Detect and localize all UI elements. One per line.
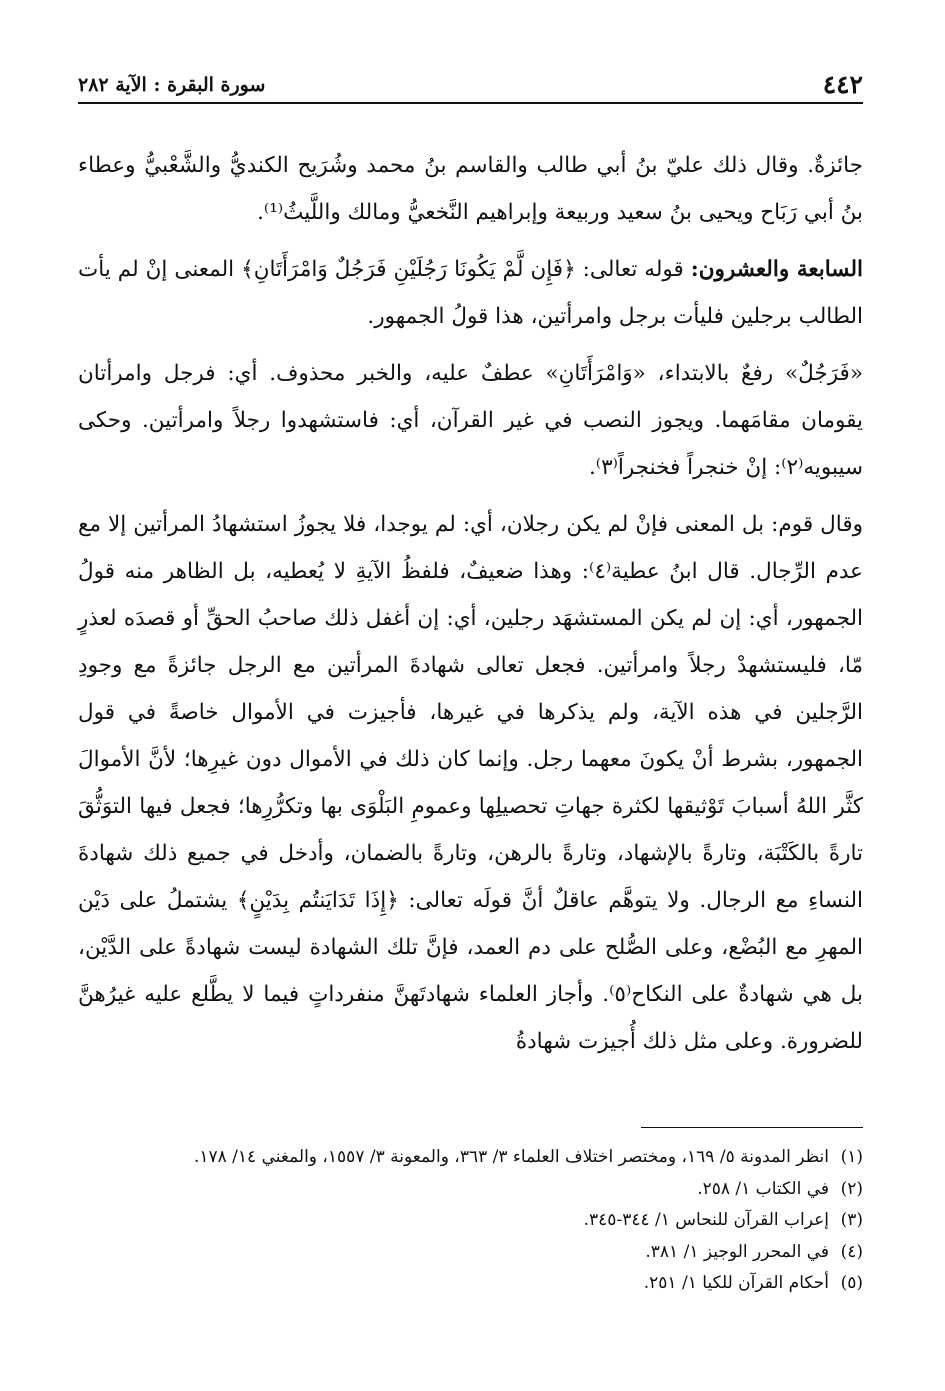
paragraph-4: وقال قوم: بل المعنى فإنْ لم يكن رجلان، أي: لم يوجدا، فلا يجوزُ استشهادُ المرأتين إلا مع عدم الرِّجال. قال ابنُ عطية⁽٤⁾: وهذا ضعيفٌ، فلفظُ الآيةِ لا يُعطيه، بل الظاهر منه قولُ الجمهور، أي: إن لم يكن المستشهَد رجلين، أي: إن أغفل ذلك صاحبُ الحقِّ أو قصدَه لعذرٍ مّا، فليستشهدْ رجلاً وامرأتين. فجعل تعالى شهادةَ المرأتين مع الرجل جائزةً مع وجودِ الرَّجلين في هذه الآية، ولم يذكرها في غيرها، فأجيزت في الأموال خاصةً في قول الجمهور، بشرط أنْ يكونَ معهما رجل. وإنما كان ذلك في الأموال دون غيرِها؛ لأنَّ الأموالَ كثَّر اللهُ أسبابَ تَوْثيقها لكثرة جهاتِ تحصيلِها وعمومِ البَلْوَى بها وتكرُّرِها؛ فجعل فيها التوَثُّقَ تارةً بالكَتْبَة، وتارةً بالإشهاد، وتارةً بالرهن، وتارةً بالضمان، وأدخل في جميع ذلك شهادةَ النساءِ مع الرجال. ولا يتوهَّم عاقلٌ أنَّ قولَه تعالى: ﴿إِذَا تَدَايَنتُم بِدَيْنٍ﴾ يشتملُ على دَيْن المهرِ مع البُضْع، وعلى الصُّلح على دم العمد، فإنَّ تلك الشهادة ليست شهادةً على الدَّيْن، بل هي شهادةٌ على النكاح⁽٥⁾. وأجاز العلماء شهادتَهنَّ منفرداتٍ فيما لا يطَّلع عليه غيرُهنَّ للضرورة. وعلى مثل ذلك أُجيزت شهادةُ bbox=[78, 512, 863, 1054]
paragraph-2-text: قوله تعالى: ﴿فَإِن لَّمْ يَكُونَا رَجُلَيْنِ فَرَجُلٌ وَامْرَأَتَانِ﴾ المعنى إنْ لم يأت الطالب برجلين فليأت برجل وامرأتين، هذا قولُ الجمهور. bbox=[78, 257, 863, 329]
footnote-number: (٥) bbox=[840, 1273, 863, 1293]
footnote-number: (٢) bbox=[840, 1178, 863, 1199]
footnotes bbox=[78, 1142, 863, 1300]
running-title: سورة البقرة : الآية ٢٨٢ bbox=[78, 74, 266, 96]
page-number: ٤٤٢ bbox=[822, 70, 863, 99]
section-heading: السابعة والعشرون: bbox=[690, 257, 863, 282]
page-header bbox=[78, 62, 863, 104]
footnote-text: أحكام القرآن للكيا ١/ ٢٥١. bbox=[643, 1273, 829, 1293]
footnote-number: (٤) bbox=[840, 1241, 863, 1262]
footnote bbox=[78, 1268, 863, 1300]
paragraph-2 bbox=[78, 246, 863, 340]
paragraph-3: «فَرَجُلٌ» رفعٌ بالابتداء، «وَامْرَأَتَانِ» عطفٌ عليه، والخبر محذوف. أي: فرجل وامرأتان يقومان مقامَهما. ويجوز النصب في غير القرآن، أي: فاستشهدوا رجلاً وامرأتين. وحكى سيبويه⁽٢⁾: إنْ خنجراً فخنجراً⁽٣⁾. bbox=[78, 361, 863, 480]
footnote bbox=[78, 1142, 863, 1174]
main-text bbox=[78, 142, 863, 1075]
footnote bbox=[78, 1205, 863, 1237]
paragraph-1: جائزةٌ. وقال ذلك عليّ بنُ أبي طالب والقاسم بنُ محمد وشُرَيح الكنديُّ والشَّعْبيُّ وعطاء بنُ أبي رَبَاح ويحيى بنُ سعيد وربيعة وإبراهيم النَّخعيُّ ومالك واللَّيثُ⁽¹⁾. bbox=[78, 153, 863, 225]
footnote-number: (١) bbox=[840, 1147, 863, 1167]
footnote bbox=[78, 1237, 863, 1269]
footnote bbox=[78, 1174, 863, 1206]
footnote-divider bbox=[641, 1127, 863, 1128]
footnote-text: انظر المدونة ٥/ ١٦٩، ومختصر اختلاف العلماء ٣/ ٣٦٣، والمعونة ٣/ ١٥٥٧، والمغني ١٤/ ١٧٨. bbox=[193, 1147, 829, 1167]
footnote-text: في الكتاب ١/ ٢٥٨. bbox=[697, 1178, 829, 1199]
footnote-text: إعراب القرآن للنحاس ١/ ٣٤٤-٣٤٥. bbox=[583, 1210, 829, 1230]
footnote-text: في المحرر الوجيز ١/ ٣٨١. bbox=[645, 1241, 829, 1262]
footnote-number: (٣) bbox=[840, 1210, 863, 1230]
